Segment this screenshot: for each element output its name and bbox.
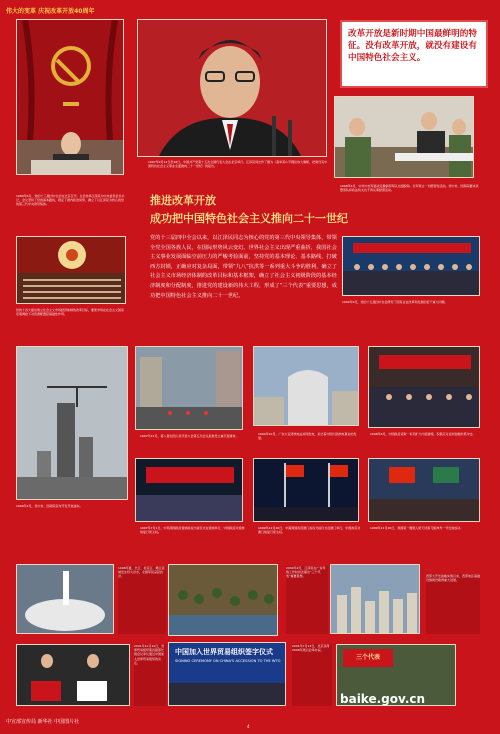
party-emblem-icon xyxy=(17,20,124,175)
page-number: 4 xyxy=(247,724,250,729)
photo-chongqing-street xyxy=(135,346,243,430)
caption-9: 1998年6月，中国政府采取一系列扩大内需措施，积极应对亚洲金融危机冲击。 xyxy=(370,432,476,436)
caption-7: 1997年12月，第八届全国人民代表大会第五次会议批准设立重庆直辖市。 xyxy=(140,434,239,438)
caption-8: 1994年10月，广东大亚湾核电站并网发电，标志着中国大陆核电事业的发展。 xyxy=(258,432,357,441)
photo-wto-banner xyxy=(168,642,286,706)
photo-great-hall xyxy=(16,236,126,304)
caption-6: 1990年4月，党中央、国务院宣布开发开放浦东。 xyxy=(16,504,83,508)
caption-13: 1998年夏，长江、松花江、嫩江流域发生特大洪水，全国军民奋起抗洪。 xyxy=(118,566,166,634)
wto-table xyxy=(169,683,286,706)
photo-hong-kong-handover xyxy=(253,458,359,522)
billboard-text: 三个代表 xyxy=(343,649,393,667)
photo-western-development xyxy=(330,564,420,634)
caption-2: 1997年9月12日至18日，中国共产党第十五次全国代表大会在北京举行。江泽民同志作了题为《高举邓小平理论伟大旗帜，把建设有中国特色社会主义事业全面推向二十一世纪》的报告。 xyxy=(148,160,328,169)
wto-banner-subtext: SIGNING CEREMONY ON CHINA'S ACCESSION TO THE WTO xyxy=(175,659,281,663)
photo-wto-signing xyxy=(16,644,130,706)
photo-rocket-launch xyxy=(16,564,114,634)
photo-pudong xyxy=(16,346,128,500)
caption-14: 2000年2月，江泽民在广东考察工作时首次提出“三个代表”重要思想。 xyxy=(286,566,328,634)
caption-17: 2001年7月13日，北京获得2008年奥运会举办权。 xyxy=(292,644,332,706)
caption-3: 1998年4月，中共中央军委决定撤销和军队全面脱钩。全军停止一切经营性活动，党中央、国务院要求武警部队和政法机关也不再从事经商活动。 xyxy=(340,184,479,193)
photo-military-meeting xyxy=(334,96,474,178)
section-title-2: 成功把中国特色社会主义推向二十一世纪 xyxy=(150,212,348,225)
photo-fifteenth-congress xyxy=(137,19,327,157)
watermark: baike.gov.cn xyxy=(340,692,426,706)
wto-banner-text: 中国加入世界贸易组织签字仪式 xyxy=(175,647,273,656)
caption-15: 2001年11月10日，世界贸易组织第四届部长级会议审议通过中国加入世界贸易组织的决定。 xyxy=(134,644,166,706)
photo-domestic-demand xyxy=(368,346,480,428)
caption-5: 1999年9月，党的十五届四中全会研究了国有企业改革和发展的若干重大问题。 xyxy=(342,300,448,304)
caption-4: 党的十四大提出建立社会主义市场经济体制的改革目标，要使市场在社会主义国家宏观调控下对资源配置起基础性作用。 xyxy=(16,308,125,317)
caption-11: 1999年12月20日，中葡两国政府澳门政权交接仪式在澳门举行，中国政府对澳门恢复行使主权。 xyxy=(258,526,361,535)
photo-fourth-plenary xyxy=(16,19,124,175)
header-text: 伟大的变革 庆祝改革开放40周年 xyxy=(6,8,95,15)
quote-box: 改革开放是新时期中国最鲜明的特征。没有改革开放，就没有建设有中国特色社会主义。 xyxy=(340,20,488,88)
photo-flag-ceremony-stage xyxy=(135,458,243,522)
photo-flood-fighting xyxy=(168,564,278,636)
section-title-1: 推进改革开放 xyxy=(150,194,216,207)
caption-16: 西部大开发战略实施以来，西部地区基础设施建设取得重大进展。 xyxy=(426,574,480,634)
footer-credits: 中宣部宣传局 新华社 中国图片社 xyxy=(6,719,80,725)
photo-macau-handover xyxy=(368,458,480,522)
photo-conference xyxy=(342,236,480,296)
section-intro: 党的十三届四中全会以来，以江泽民同志为核心的党的第三代中央领导集体，带领全党全国各族人民，在国际形势风云变幻、世界社会主义出现严重曲折，我国社会主义事业发展面临空前压力的严峻考验面前，坚持党的基本理论、基本路线，打破西方封锁，正确应对复杂局面，带领“九八”抗洪等一系列重大斗争的胜利，确立了社会主义市场经济体制的改革目标和基本框架，确立了社会主义初级阶段的基本经济制度和分配制度，推进党的建设新的伟大工程，形成了“三个代表”重要思想，成功把中国特色社会主义推向二十一世纪。 xyxy=(150,235,337,299)
caption-12: 1999年11月20日，我国第一艘载人航天试验飞船神舟一号发射成功。 xyxy=(370,526,464,530)
caption-10: 1997年7月1日，中英两国政府香港政权交接仪式在香港举行，中国政府对香港恢复行使主权。 xyxy=(140,526,245,535)
caption-1: 1989年6月，党的十三届四中全会在北京召开。全会选举江泽民为中央委员会总书记，会议坚持了党的基本路线，稳定了国内政治局势，确立了以江泽民为核心的党的第三代中央领导集体。 xyxy=(16,194,125,207)
photo-nuclear-plant xyxy=(253,346,359,426)
